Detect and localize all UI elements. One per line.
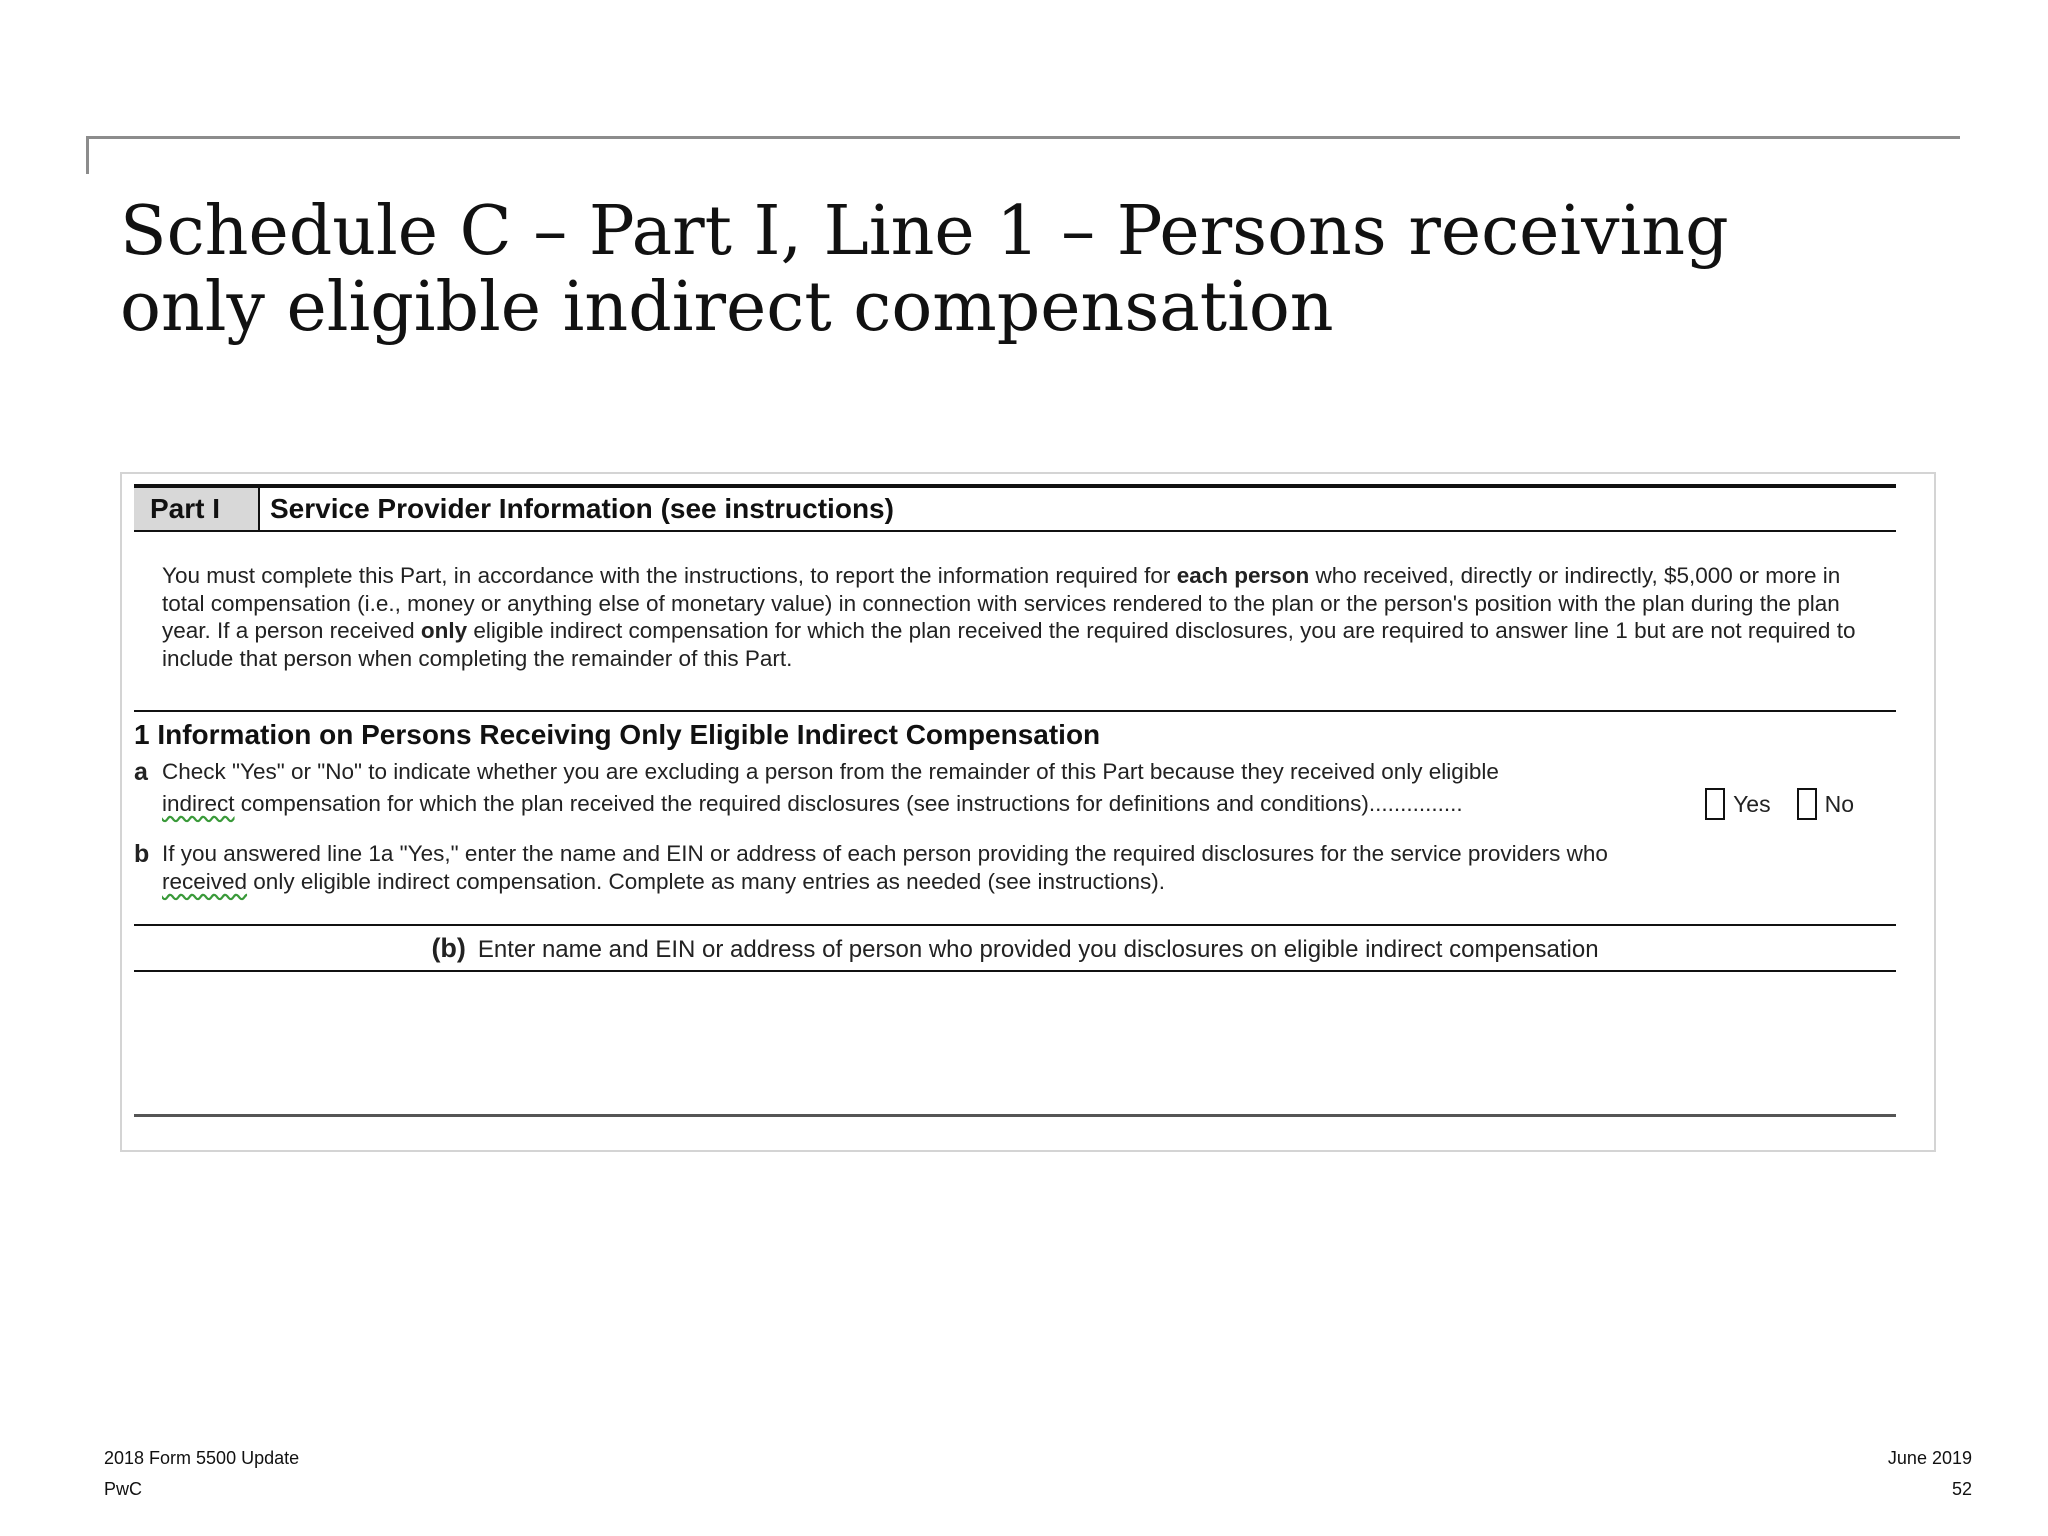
footer-company: PwC (104, 1479, 143, 1499)
line-b-letter: b (134, 840, 150, 868)
intro-bold-1: each person (1176, 563, 1310, 588)
yes-checkbox[interactable] (1705, 788, 1725, 820)
bottom-divider (134, 1114, 1896, 1117)
line-b (134, 840, 1896, 896)
line-a-word: indirect (162, 791, 235, 816)
form-excerpt (120, 472, 1936, 1152)
line-a-text-2: compensation for which the plan received the required disclosures (see instructions for definitions and conditions)............... (234, 791, 1463, 816)
no-label: No (1824, 791, 1854, 817)
line-a-text (162, 756, 1702, 820)
part-tag: Part I (134, 488, 260, 530)
line-1-title: 1 Information on Persons Receiving Only Eligible Indirect Compensation (134, 719, 1101, 750)
line-b-text (162, 840, 1882, 896)
section-divider (134, 710, 1896, 712)
title-rule (86, 136, 1960, 139)
column-b-header (134, 926, 1896, 972)
column-b-entry-field[interactable] (134, 972, 1896, 1114)
part-title: Service Provider Information (see instructions) (270, 493, 894, 524)
intro-text-1: You must complete this Part, in accordance with the instructions, to report the information required for (162, 563, 1177, 588)
yes-no-checkboxes (1705, 788, 1872, 820)
line-a (134, 756, 1896, 820)
part-header (134, 484, 1896, 532)
intro-bold-2: only (420, 618, 468, 643)
yes-label: Yes (1733, 791, 1771, 817)
title-rule-corner (86, 136, 89, 174)
intro-paragraph (162, 562, 1882, 672)
intro-text-3: eligible indirect compensation for which the plan received the required disclosures, you are required to answer line 1 but are not required to include that person when completing the remainder of this Part. (162, 618, 1856, 671)
line-b-text-1: If you answered line 1a "Yes," enter the name and EIN or address of each person providing the required disclosures for the service providers who (162, 841, 1608, 866)
no-checkbox[interactable] (1797, 788, 1817, 820)
slide-title: Schedule C – Part I, Line 1 – Persons receiving only eligible indirect compensation (120, 191, 1729, 347)
page-number: 52 (1951, 1479, 1972, 1499)
line-a-letter: a (134, 758, 148, 786)
line-a-text-1: Check "Yes" or "No" to indicate whether you are excluding a person from the remainder of this Part because they received only eligible (162, 759, 1499, 784)
intro-text-2: who received, directly or indirectly, $5,000 or more in total compensation (i.e., money or anything else of monetary value) in connection with services rendered to the plan or the person's position with the plan during the plan year. If a person received (162, 563, 1841, 643)
form-content (134, 484, 1896, 1117)
column-b-tag: (b) (431, 933, 466, 963)
line-b-text-2: only eligible indirect compensation. Complete as many entries as needed (see instructions). (247, 869, 1166, 894)
footer-title: 2018 Form 5500 Update (104, 1448, 300, 1468)
footer-date: June 2019 (1887, 1448, 1972, 1468)
column-b-label: Enter name and EIN or address of person who provided you disclosures on eligible indirect compensation (477, 936, 1599, 963)
line-b-word: received (162, 869, 248, 894)
